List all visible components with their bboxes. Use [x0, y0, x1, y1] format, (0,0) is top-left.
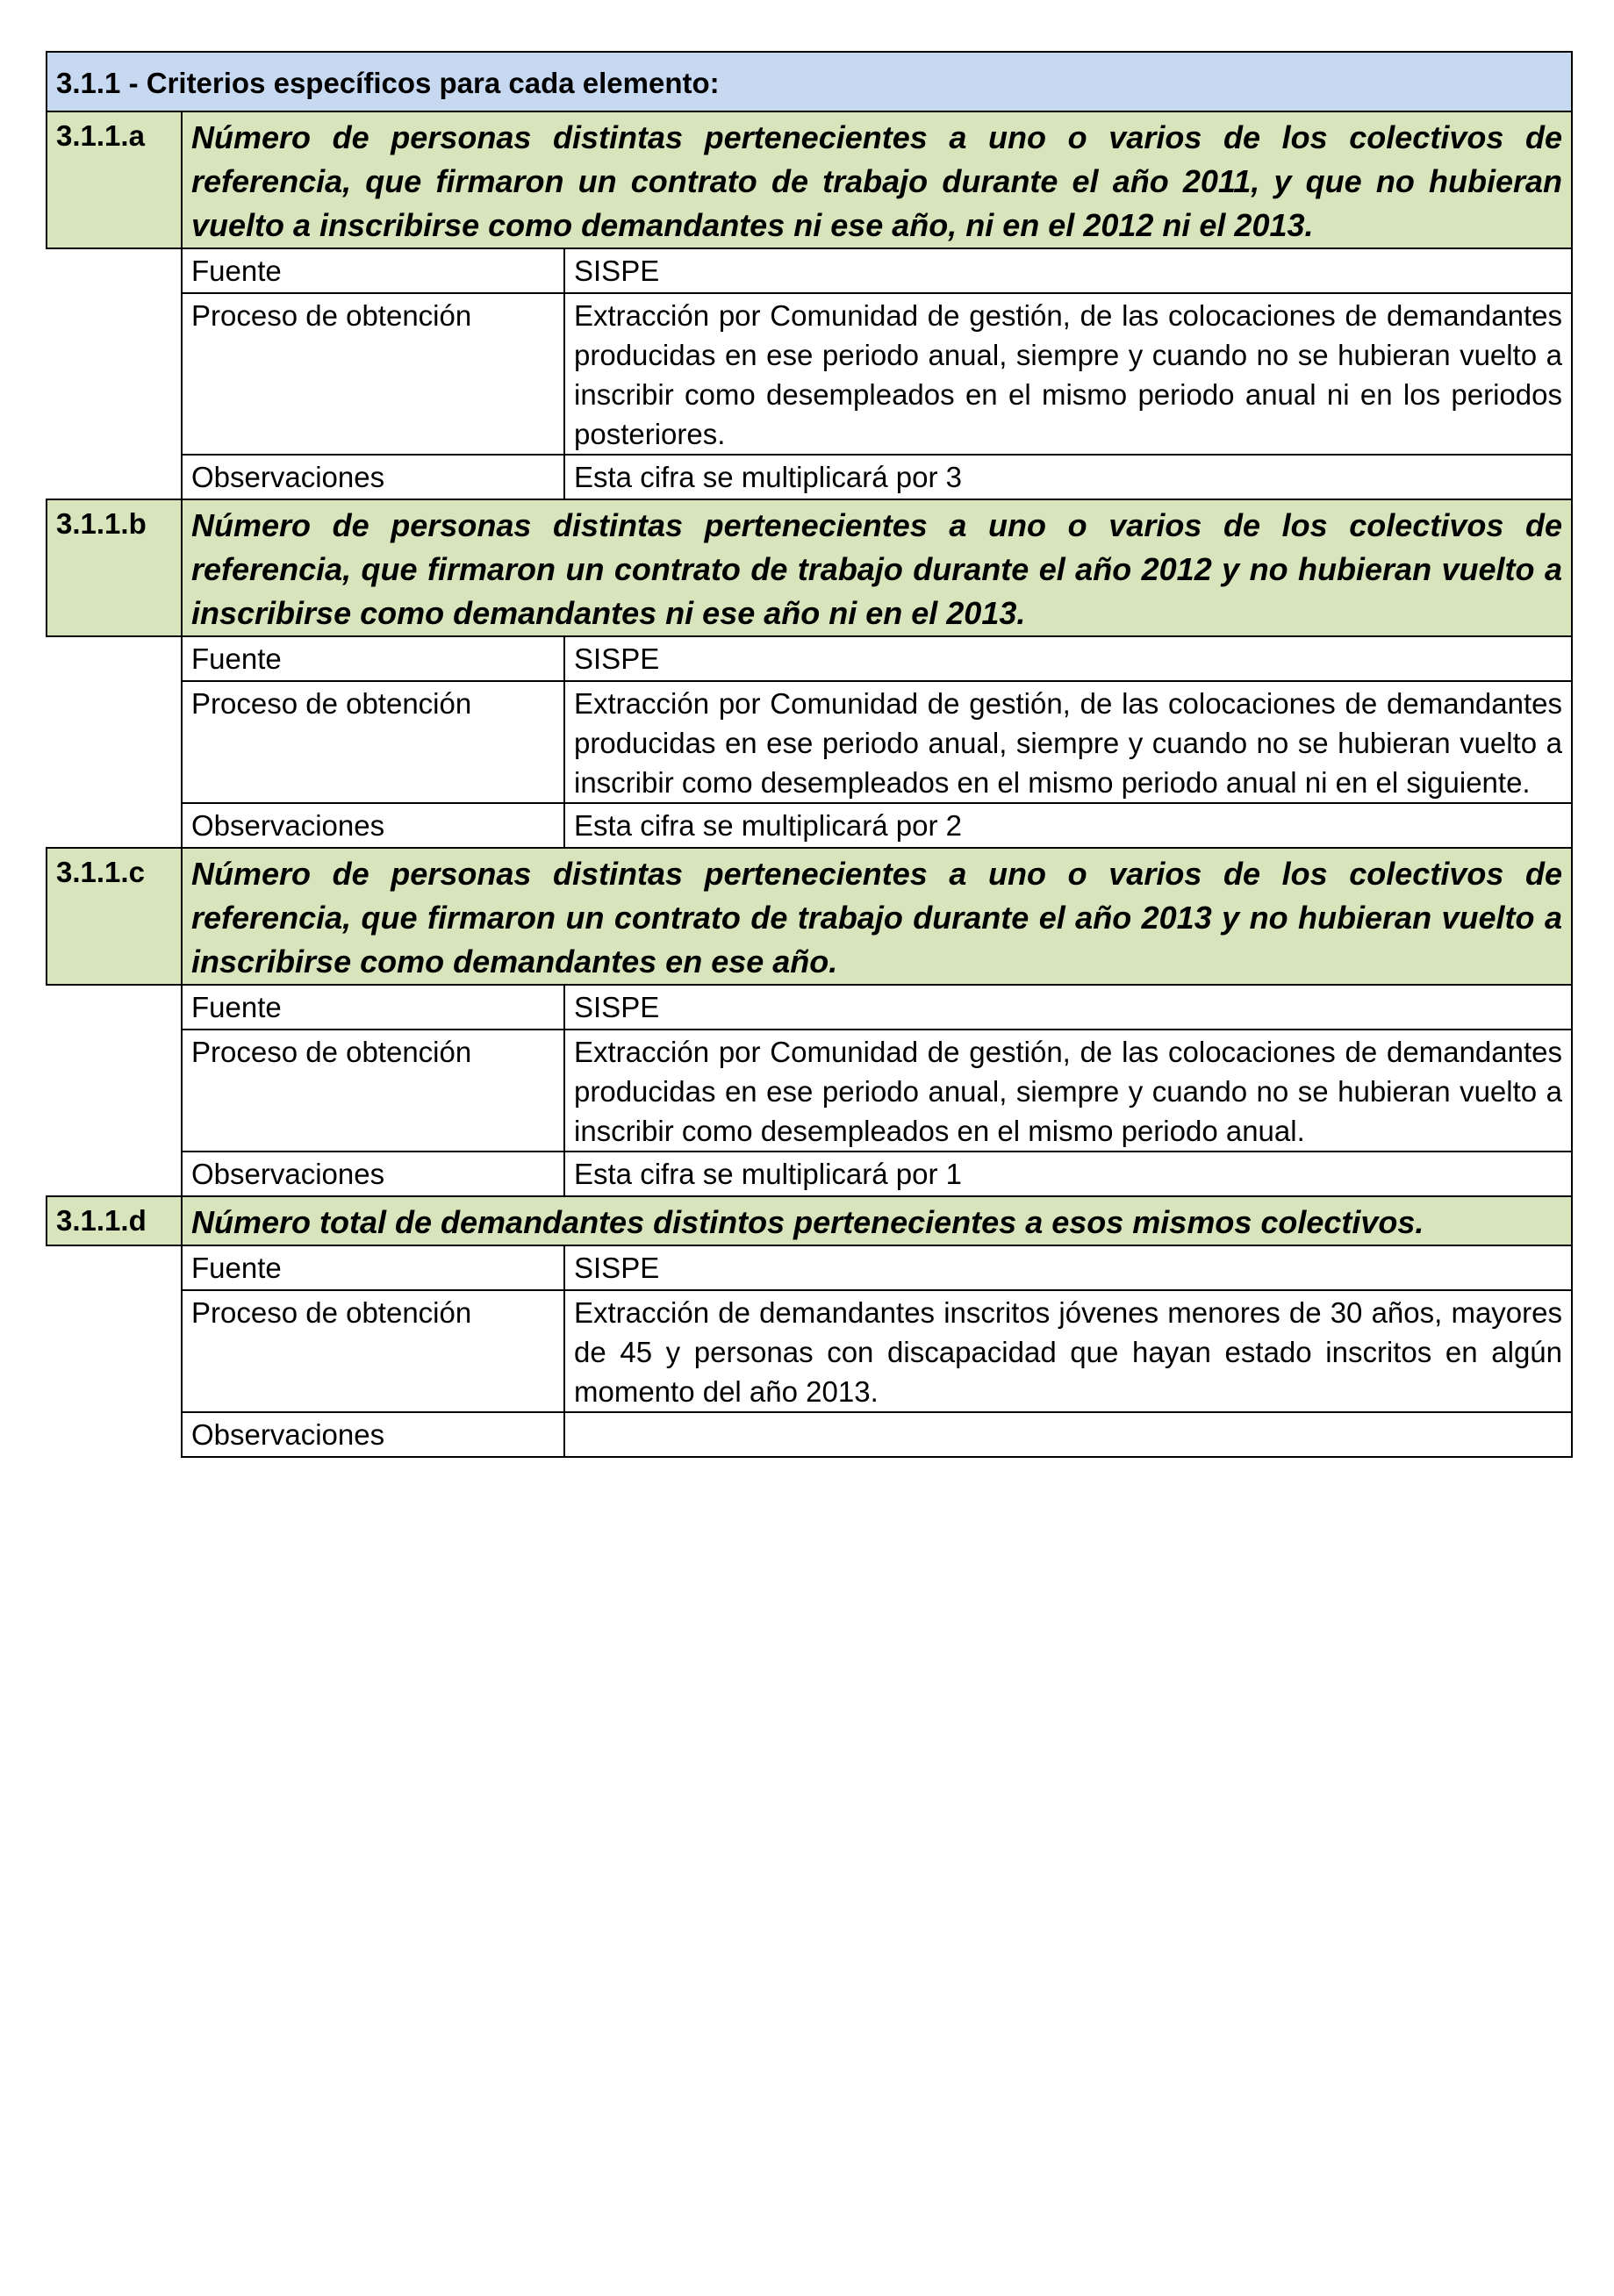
- detail-value: SISPE: [564, 248, 1572, 293]
- indent-cell: [47, 1290, 182, 1412]
- detail-label: Observaciones: [182, 1152, 564, 1196]
- indent-cell: [47, 1245, 182, 1290]
- criteria-table: [46, 51, 1573, 1458]
- criterion-row: [47, 1196, 1572, 1245]
- detail-label: Proceso de obtención: [182, 681, 564, 803]
- criteria-document: [46, 51, 1571, 1458]
- criterion-code: 3.1.1.a: [47, 111, 182, 248]
- detail-value: SISPE: [564, 636, 1572, 681]
- indent-cell: [47, 636, 182, 681]
- criterion-title: Número total de demandantes distintos pertenecientes a esos mismos colectivos.: [182, 1196, 1572, 1245]
- criterion-code: 3.1.1.c: [47, 848, 182, 985]
- detail-row-process: [47, 681, 1572, 803]
- detail-label: Observaciones: [182, 455, 564, 499]
- detail-label: Proceso de obtención: [182, 293, 564, 455]
- detail-label: Fuente: [182, 1245, 564, 1290]
- detail-row-source: [47, 985, 1572, 1030]
- indent-cell: [47, 293, 182, 455]
- criterion-row: [47, 848, 1572, 985]
- detail-value: SISPE: [564, 985, 1572, 1030]
- indent-cell: [47, 1152, 182, 1196]
- indent-cell: [47, 803, 182, 848]
- criterion-title: Número de personas distintas pertenecientes a uno o varios de los colectivos de referencia, que firmaron un contrato de trabajo durante el año 2012 y no hubieran vuelto a inscribirse como demandantes ni ese año ni en el 2013.: [182, 499, 1572, 636]
- detail-value: SISPE: [564, 1245, 1572, 1290]
- detail-label: Fuente: [182, 985, 564, 1030]
- indent-cell: [47, 1412, 182, 1457]
- indent-cell: [47, 248, 182, 293]
- detail-value: Extracción por Comunidad de gestión, de las colocaciones de demandantes producidas en ese periodo anual, siempre y cuando no se hubieran vuelto a inscribir como desempleados en el mismo periodo anual ni en el siguiente.: [564, 681, 1572, 803]
- detail-value: Extracción por Comunidad de gestión, de las colocaciones de demandantes producidas en ese periodo anual, siempre y cuando no se hubieran vuelto a inscribir como desempleados en el mismo periodo anual.: [564, 1030, 1572, 1152]
- detail-row-source: [47, 248, 1572, 293]
- detail-row-process: [47, 293, 1572, 455]
- detail-label: Observaciones: [182, 803, 564, 848]
- detail-row-observations: [47, 455, 1572, 499]
- indent-cell: [47, 455, 182, 499]
- indent-cell: [47, 681, 182, 803]
- criterion-code: 3.1.1.b: [47, 499, 182, 636]
- detail-label: Fuente: [182, 636, 564, 681]
- detail-value: Extracción por Comunidad de gestión, de las colocaciones de demandantes producidas en ese periodo anual, siempre y cuando no se hubieran vuelto a inscribir como desempleados en el mismo periodo anual ni en los periodos posteriores.: [564, 293, 1572, 455]
- indent-cell: [47, 985, 182, 1030]
- detail-row-source: [47, 1245, 1572, 1290]
- detail-row-observations: [47, 1412, 1572, 1457]
- detail-label: Fuente: [182, 248, 564, 293]
- detail-row-source: [47, 636, 1572, 681]
- detail-label: Proceso de obtención: [182, 1290, 564, 1412]
- detail-value: Extracción de demandantes inscritos jóvenes menores de 30 años, mayores de 45 y personas con discapacidad que hayan estado inscritos en algún momento del año 2013.: [564, 1290, 1572, 1412]
- criterion-title: Número de personas distintas pertenecientes a uno o varios de los colectivos de referencia, que firmaron un contrato de trabajo durante el año 2011, y que no hubieran vuelto a inscribirse como demandantes ni ese año, ni en el 2012 ni el 2013.: [182, 111, 1572, 248]
- section-header-row: [47, 52, 1572, 111]
- detail-row-process: [47, 1290, 1572, 1412]
- criterion-title: Número de personas distintas pertenecientes a uno o varios de los colectivos de referencia, que firmaron un contrato de trabajo durante el año 2013 y no hubieran vuelto a inscribirse como demandantes en ese año.: [182, 848, 1572, 985]
- detail-row-observations: [47, 1152, 1572, 1196]
- detail-value: [564, 1412, 1572, 1457]
- criterion-row: [47, 499, 1572, 636]
- detail-value: Esta cifra se multiplicará por 1: [564, 1152, 1572, 1196]
- detail-label: Observaciones: [182, 1412, 564, 1457]
- detail-label: Proceso de obtención: [182, 1030, 564, 1152]
- section-title: 3.1.1 - Criterios específicos para cada elemento:: [47, 52, 1572, 111]
- detail-row-observations: [47, 803, 1572, 848]
- detail-row-process: [47, 1030, 1572, 1152]
- criterion-row: [47, 111, 1572, 248]
- indent-cell: [47, 1030, 182, 1152]
- detail-value: Esta cifra se multiplicará por 3: [564, 455, 1572, 499]
- detail-value: Esta cifra se multiplicará por 2: [564, 803, 1572, 848]
- criterion-code: 3.1.1.d: [47, 1196, 182, 1245]
